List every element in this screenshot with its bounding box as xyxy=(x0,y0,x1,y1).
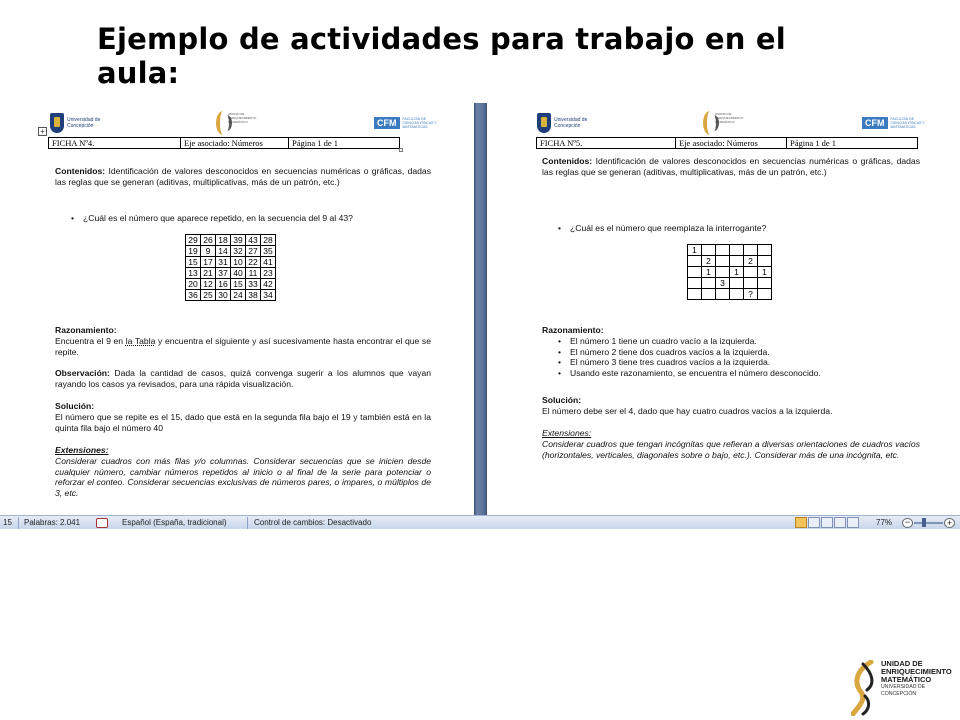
grid-cell: 9 xyxy=(201,246,216,257)
solucion-paragraph xyxy=(55,412,431,433)
razonamiento-item: • El número 2 tiene dos cuadros vacíos a la izquierda. xyxy=(542,347,920,358)
grid-cell: 37 xyxy=(216,268,231,279)
grid-row xyxy=(186,290,276,301)
proofing-icon[interactable] xyxy=(96,518,108,528)
razonamiento-label: Razonamiento: xyxy=(542,325,604,335)
grid-row xyxy=(688,256,772,267)
udec-logo xyxy=(50,109,110,137)
logo-line-3: MATEMÁTICO xyxy=(881,675,932,684)
grid-row xyxy=(186,235,276,246)
unidad-enriquecimiento-logo xyxy=(847,654,959,720)
logo-line-4: UNIVERSIDAD DE CONCEPCIÓN xyxy=(881,684,926,697)
grid-cell: 13 xyxy=(186,268,201,279)
zoom-in-icon[interactable]: + xyxy=(944,518,955,528)
grid-cell: 15 xyxy=(231,279,246,290)
grid-cell: 11 xyxy=(246,268,261,279)
print-layout-view-icon[interactable] xyxy=(795,517,807,528)
logo-line-2: ENRIQUECIMIENTO xyxy=(881,667,952,676)
udec-shield-icon xyxy=(50,113,64,133)
status-separator xyxy=(247,517,248,529)
grid-row xyxy=(186,257,276,268)
razonamiento-paragraph xyxy=(55,336,431,357)
extensiones-section xyxy=(55,445,431,456)
swoosh-logo-icon xyxy=(851,660,877,716)
grid-cell xyxy=(758,245,772,256)
contenidos-label: Contenidos: xyxy=(542,156,593,166)
solucion-text: El número que se repite es el 15, dado que está en la segunda fila bajo el 19 y también está en la quinta fila bajo el número 40 xyxy=(55,412,431,433)
razonamiento-text-pre: Encuentra el 9 en xyxy=(55,336,126,346)
ficha-number: FICHA Nº4. xyxy=(49,138,181,149)
grid-cell: 26 xyxy=(201,235,216,246)
outline-view-icon[interactable] xyxy=(834,517,846,528)
extensiones-section xyxy=(542,428,920,439)
grid-cell: 10 xyxy=(231,257,246,268)
contenidos-label: Contenidos: xyxy=(55,166,106,176)
solucion-section xyxy=(542,395,920,406)
grid-cell xyxy=(744,267,758,278)
extensiones-paragraph xyxy=(542,439,920,460)
grid-cell: 27 xyxy=(246,246,261,257)
extensiones-text: Considerar cuadros con más filas y/o columnas. Considerar secuencias que se inicien desde cualquier número, cambiar números repetidos al inicio o al final de la serie para potenciar o reforzar el conteo. Considerar secuencias exclusivas de números pares, o impares, o múltiplos de 3, etc. xyxy=(55,456,431,499)
status-track-changes[interactable]: Control de cambios: Desactivado xyxy=(254,518,372,527)
grid-cell xyxy=(730,256,744,267)
grid-cell xyxy=(716,289,730,300)
grid-cell: ? xyxy=(744,289,758,300)
solucion-section xyxy=(55,401,431,412)
grid-cell: 3 xyxy=(716,278,730,289)
grid-cell: 2 xyxy=(702,256,716,267)
ficha-header-table xyxy=(536,137,918,149)
grid-cell: 43 xyxy=(246,235,261,246)
grid-cell xyxy=(730,278,744,289)
grid-row xyxy=(688,245,772,256)
grid-cell: 33 xyxy=(246,279,261,290)
cfm-logo-label: CFM xyxy=(374,117,400,129)
pagina-indicator: Página 1 de 1 xyxy=(289,138,400,149)
table-resize-handle[interactable] xyxy=(399,148,403,152)
cfm-logo-label: CFM xyxy=(862,117,888,129)
solucion-paragraph xyxy=(542,406,920,417)
udec-logo-text: Universidad de Concepción xyxy=(554,117,588,129)
enrichment-logo-text: UNIDAD DE ENRIQUECIMIENTO MATEMÁTICO xyxy=(715,112,744,124)
draft-view-icon[interactable] xyxy=(847,517,859,528)
zoom-level[interactable]: 77% xyxy=(876,518,893,527)
grid-cell: 24 xyxy=(231,290,246,301)
status-separator xyxy=(18,517,19,529)
grid-cell: 20 xyxy=(186,279,201,290)
grid-cell: 22 xyxy=(246,257,261,268)
grid-cell xyxy=(730,289,744,300)
logo-line-1: UNIDAD DE xyxy=(881,659,923,668)
grid-cell xyxy=(716,256,730,267)
grid-cell: 29 xyxy=(186,235,201,246)
observacion-label: Observación: xyxy=(55,368,110,378)
contenidos-text: Identificación de valores desconocidos en secuencias numéricas o gráficas, dadas las reglas que se generan (aditivas, multiplicativas, más de un patrón, etc.) xyxy=(55,166,431,187)
grid-row xyxy=(688,289,772,300)
cfm-logo-text: FACULTAD DE CIENCIAS FÍSICAS Y MATEMÁTICAS xyxy=(890,117,925,129)
grid-cell: 39 xyxy=(231,235,246,246)
ficha-number: FICHA Nº5. xyxy=(537,138,676,149)
page-gutter xyxy=(474,103,487,515)
grid-cell: 35 xyxy=(261,246,276,257)
razonamiento-section xyxy=(55,325,431,336)
grid-cell: 1 xyxy=(730,267,744,278)
grid-cell: 32 xyxy=(231,246,246,257)
razonamiento-list xyxy=(542,336,920,379)
grid-cell: 30 xyxy=(216,290,231,301)
grid-cell: 31 xyxy=(216,257,231,268)
grid-cell xyxy=(702,278,716,289)
enrichment-logo xyxy=(695,109,744,137)
status-page[interactable]: 15 xyxy=(3,518,12,527)
status-word-count[interactable]: Palabras: 2.041 xyxy=(24,518,81,527)
contenidos-text: Identificación de valores desconocidos en secuencias numéricas o gráficas, dadas las reglas que se generan (aditivas, multiplicativas, más de un patrón, etc.) xyxy=(542,156,920,177)
grid-cell xyxy=(758,256,772,267)
grid-cell: 18 xyxy=(216,235,231,246)
question-bullet xyxy=(55,213,431,224)
razonamiento-item: • El número 1 tiene un cuadro vacío a la izquierda. xyxy=(542,336,920,347)
grid-cell: 1 xyxy=(702,267,716,278)
extensiones-paragraph xyxy=(55,456,431,499)
grid-cell xyxy=(758,289,772,300)
question-text: ¿Cuál es el número que reemplaza la interrogante? xyxy=(570,223,767,233)
solucion-label: Solución: xyxy=(55,401,95,411)
eje-asociado: Eje asociado: Números xyxy=(676,138,787,149)
grid-cell: 42 xyxy=(261,279,276,290)
zoom-slider-track[interactable] xyxy=(914,522,943,524)
document-page-right xyxy=(487,103,960,515)
solucion-label: Solución: xyxy=(542,395,582,405)
slide-title: Ejemplo de actividades para trabajo en el aula: xyxy=(97,22,786,90)
extensiones-label: Extensiones: xyxy=(542,428,592,438)
enrichment-logo-text: UNIDAD DE ENRIQUECIMIENTO MATEMÁTICO xyxy=(228,112,257,124)
grid-cell xyxy=(744,245,758,256)
extensiones-text: Considerar cuadros que tengan incógnitas que refieran a diversas orientaciones de cuadros vacíos (horizontales, verticales, diagonales sobre o bajo, etc.). Considerar más de una incógnita, etc. xyxy=(542,439,920,460)
grid-cell xyxy=(716,245,730,256)
status-bar xyxy=(0,515,960,529)
razonamiento-item: • Usando este razonamiento, se encuentra el número desconocido. xyxy=(542,368,920,379)
grid-cell xyxy=(758,278,772,289)
grid-cell: 19 xyxy=(186,246,201,257)
grid-cell: 34 xyxy=(261,290,276,301)
razonamiento-item: • El número 3 tiene tres cuadros vacíos a la izquierda. xyxy=(542,357,920,368)
grid-cell: 23 xyxy=(261,268,276,279)
razonamiento-section xyxy=(542,325,920,336)
zoom-slider-thumb[interactable] xyxy=(922,518,926,527)
extensiones-label: Extensiones: xyxy=(55,445,109,455)
grid-cell xyxy=(688,278,702,289)
razonamiento-text-post: y encuentra el siguiente y así sucesivamente hasta encontrar el que se repite. xyxy=(55,336,431,357)
grid-cell xyxy=(744,278,758,289)
grid-cell xyxy=(688,267,702,278)
pagina-indicator: Página 1 de 1 xyxy=(787,138,918,149)
zoom-out-icon[interactable]: − xyxy=(902,518,913,528)
cfm-logo xyxy=(862,116,931,130)
cfm-logo xyxy=(374,116,443,130)
view-buttons xyxy=(795,517,859,528)
document-window xyxy=(0,103,960,530)
grid-row xyxy=(186,268,276,279)
grid-row xyxy=(186,279,276,290)
grid-cell xyxy=(730,245,744,256)
grid-cell xyxy=(688,256,702,267)
web-layout-view-icon[interactable] xyxy=(821,517,833,528)
grid-row xyxy=(688,267,772,278)
udec-logo-text: Universidad de Concepción xyxy=(67,117,101,129)
grid-cell: 1 xyxy=(758,267,772,278)
grid-cell: 40 xyxy=(231,268,246,279)
grid-cell xyxy=(716,267,730,278)
observacion-text: Dada la cantidad de casos, quizá convenga sugerir a los alumnos que vayan rayando los casos ya revisados, para una rápida visualización. xyxy=(55,368,432,389)
grid-cell: 16 xyxy=(216,279,231,290)
grid-cell: 17 xyxy=(201,257,216,268)
razonamiento-label: Razonamiento: xyxy=(55,325,117,335)
grid-cell xyxy=(702,289,716,300)
grid-cell: 28 xyxy=(261,235,276,246)
cfm-logo-text: FACULTAD DE CIENCIAS FÍSICAS Y MATEMÁTICAS xyxy=(402,117,437,129)
contenidos-paragraph xyxy=(542,156,920,177)
grid-row xyxy=(186,246,276,257)
full-screen-reading-view-icon[interactable] xyxy=(808,517,820,528)
grid-cell: 36 xyxy=(186,290,201,301)
udec-shield-icon xyxy=(537,113,551,133)
grid-cell: 1 xyxy=(688,245,702,256)
tabla-reference: la Tabla xyxy=(125,336,156,346)
enrichment-logo xyxy=(208,109,257,137)
udec-logo xyxy=(537,109,597,137)
grid-cell: 41 xyxy=(261,257,276,268)
grid-cell: 21 xyxy=(201,268,216,279)
table-move-handle-icon[interactable]: + xyxy=(38,127,47,136)
observacion-paragraph xyxy=(55,368,431,389)
document-page-left xyxy=(0,103,474,515)
grid-cell: 12 xyxy=(201,279,216,290)
question-bullet xyxy=(542,223,920,234)
grid-row xyxy=(688,278,772,289)
grid-cell xyxy=(702,245,716,256)
question-text: ¿Cuál es el número que aparece repetido, en la secuencia del 9 al 43? xyxy=(83,213,353,223)
grid-cell: 25 xyxy=(201,290,216,301)
status-language[interactable]: Español (España, tradicional) xyxy=(122,518,227,527)
grid-cell xyxy=(688,289,702,300)
ficha-header-table xyxy=(48,137,400,149)
number-grid xyxy=(185,234,276,301)
grid-cell: 2 xyxy=(744,256,758,267)
logo-text xyxy=(881,660,959,698)
grid-cell: 38 xyxy=(246,290,261,301)
contenidos-paragraph xyxy=(55,166,431,187)
eje-asociado: Eje asociado: Números xyxy=(181,138,289,149)
solucion-text: El número debe ser el 4, dado que hay cuatro cuadros vacíos a la izquierda. xyxy=(542,406,833,416)
pattern-grid xyxy=(687,244,772,300)
grid-cell: 15 xyxy=(186,257,201,268)
grid-cell: 14 xyxy=(216,246,231,257)
